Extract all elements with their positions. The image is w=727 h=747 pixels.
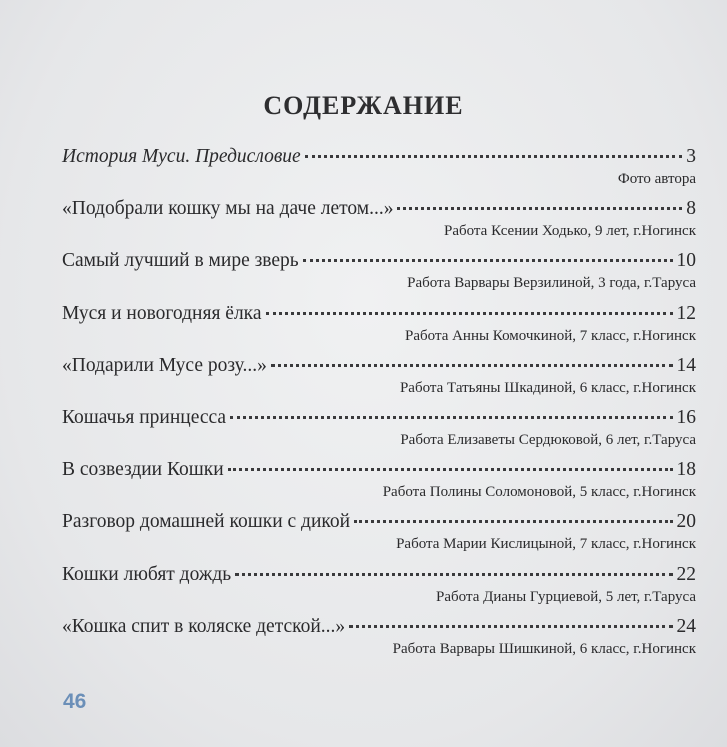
entry-page: 12 [676,302,696,324]
toc-entry [62,248,696,300]
page-number: 46 [63,690,87,713]
entry-page: 16 [676,406,696,428]
dot-leader [235,573,672,576]
dot-leader [303,259,673,262]
entry-credit: Фото автора [617,171,696,187]
entry-credit: Работа Варвары Верзилиной, 3 года, г.Таруса [407,275,696,292]
entry-title: Кошачья принцесса [62,406,227,428]
entry-page: 22 [676,563,696,585]
toc-entry [62,196,696,248]
dot-leader [228,468,673,471]
entry-credit: Работа Марии Кислицыной, 7 класс, г.Ногинск [396,536,696,553]
entry-page: 10 [676,250,696,272]
dot-leader [305,155,683,158]
entry-title: «Кошка спит в коляске детской...» [62,615,346,637]
entry-credit: Работа Анны Комочкиной, 7 класс, г.Ногинск [405,327,696,344]
entry-title: Самый лучший в мире зверь [62,250,299,272]
entry-title: «Подарили Мусе розу...» [62,354,267,376]
entry-title: Кошки любят дождь [62,563,232,585]
dot-leader [349,625,672,628]
dot-leader [397,207,682,210]
entry-page: 24 [676,615,696,637]
entry-credit: Работа Елизаветы Сердюковой, 6 лет, г.Таруса [400,431,696,448]
dot-leader [266,312,673,315]
entry-credit: Работа Варвары Шишкиной, 6 класс, г.Ногинск [392,640,696,657]
dot-leader [230,416,672,419]
entry-credit: Работа Полины Соломоновой, 5 класс, г.Ногинск [382,484,696,501]
entry-title: «Подобрали кошку мы на даче летом...» [62,198,394,220]
contents-heading: СОДЕРЖАНИЕ [263,91,464,120]
toc-entry [62,353,696,405]
entry-title: В созвездии Кошки [62,459,224,481]
entry-title: Муся и новогодняя ёлка [62,302,262,324]
entry-page: 8 [686,198,696,220]
toc-entry [62,562,696,614]
entry-credit: Работа Татьяны Шкадиной, 6 класс, г.Ногинск [399,379,696,396]
toc-entry [62,301,696,353]
toc-entry [62,457,696,509]
toc-entry [62,509,696,561]
table-of-contents [62,144,696,666]
toc-entry [62,144,696,196]
entry-page: 3 [686,146,696,167]
dot-leader [271,364,673,367]
entry-credit: Работа Дианы Гурциевой, 5 лет, г.Таруса [436,588,696,605]
toc-entry [62,614,696,666]
entry-page: 14 [676,354,696,376]
entry-page: 18 [676,459,696,481]
entry-credit: Работа Ксении Ходько, 9 лет, г.Ногинск [443,223,696,240]
entry-page: 20 [676,511,696,533]
entry-title: Разговор домашней кошки с дикой [62,511,351,533]
entry-title: История Муси. Предисловие [62,146,301,167]
toc-entry [62,405,696,457]
dot-leader [354,520,672,523]
